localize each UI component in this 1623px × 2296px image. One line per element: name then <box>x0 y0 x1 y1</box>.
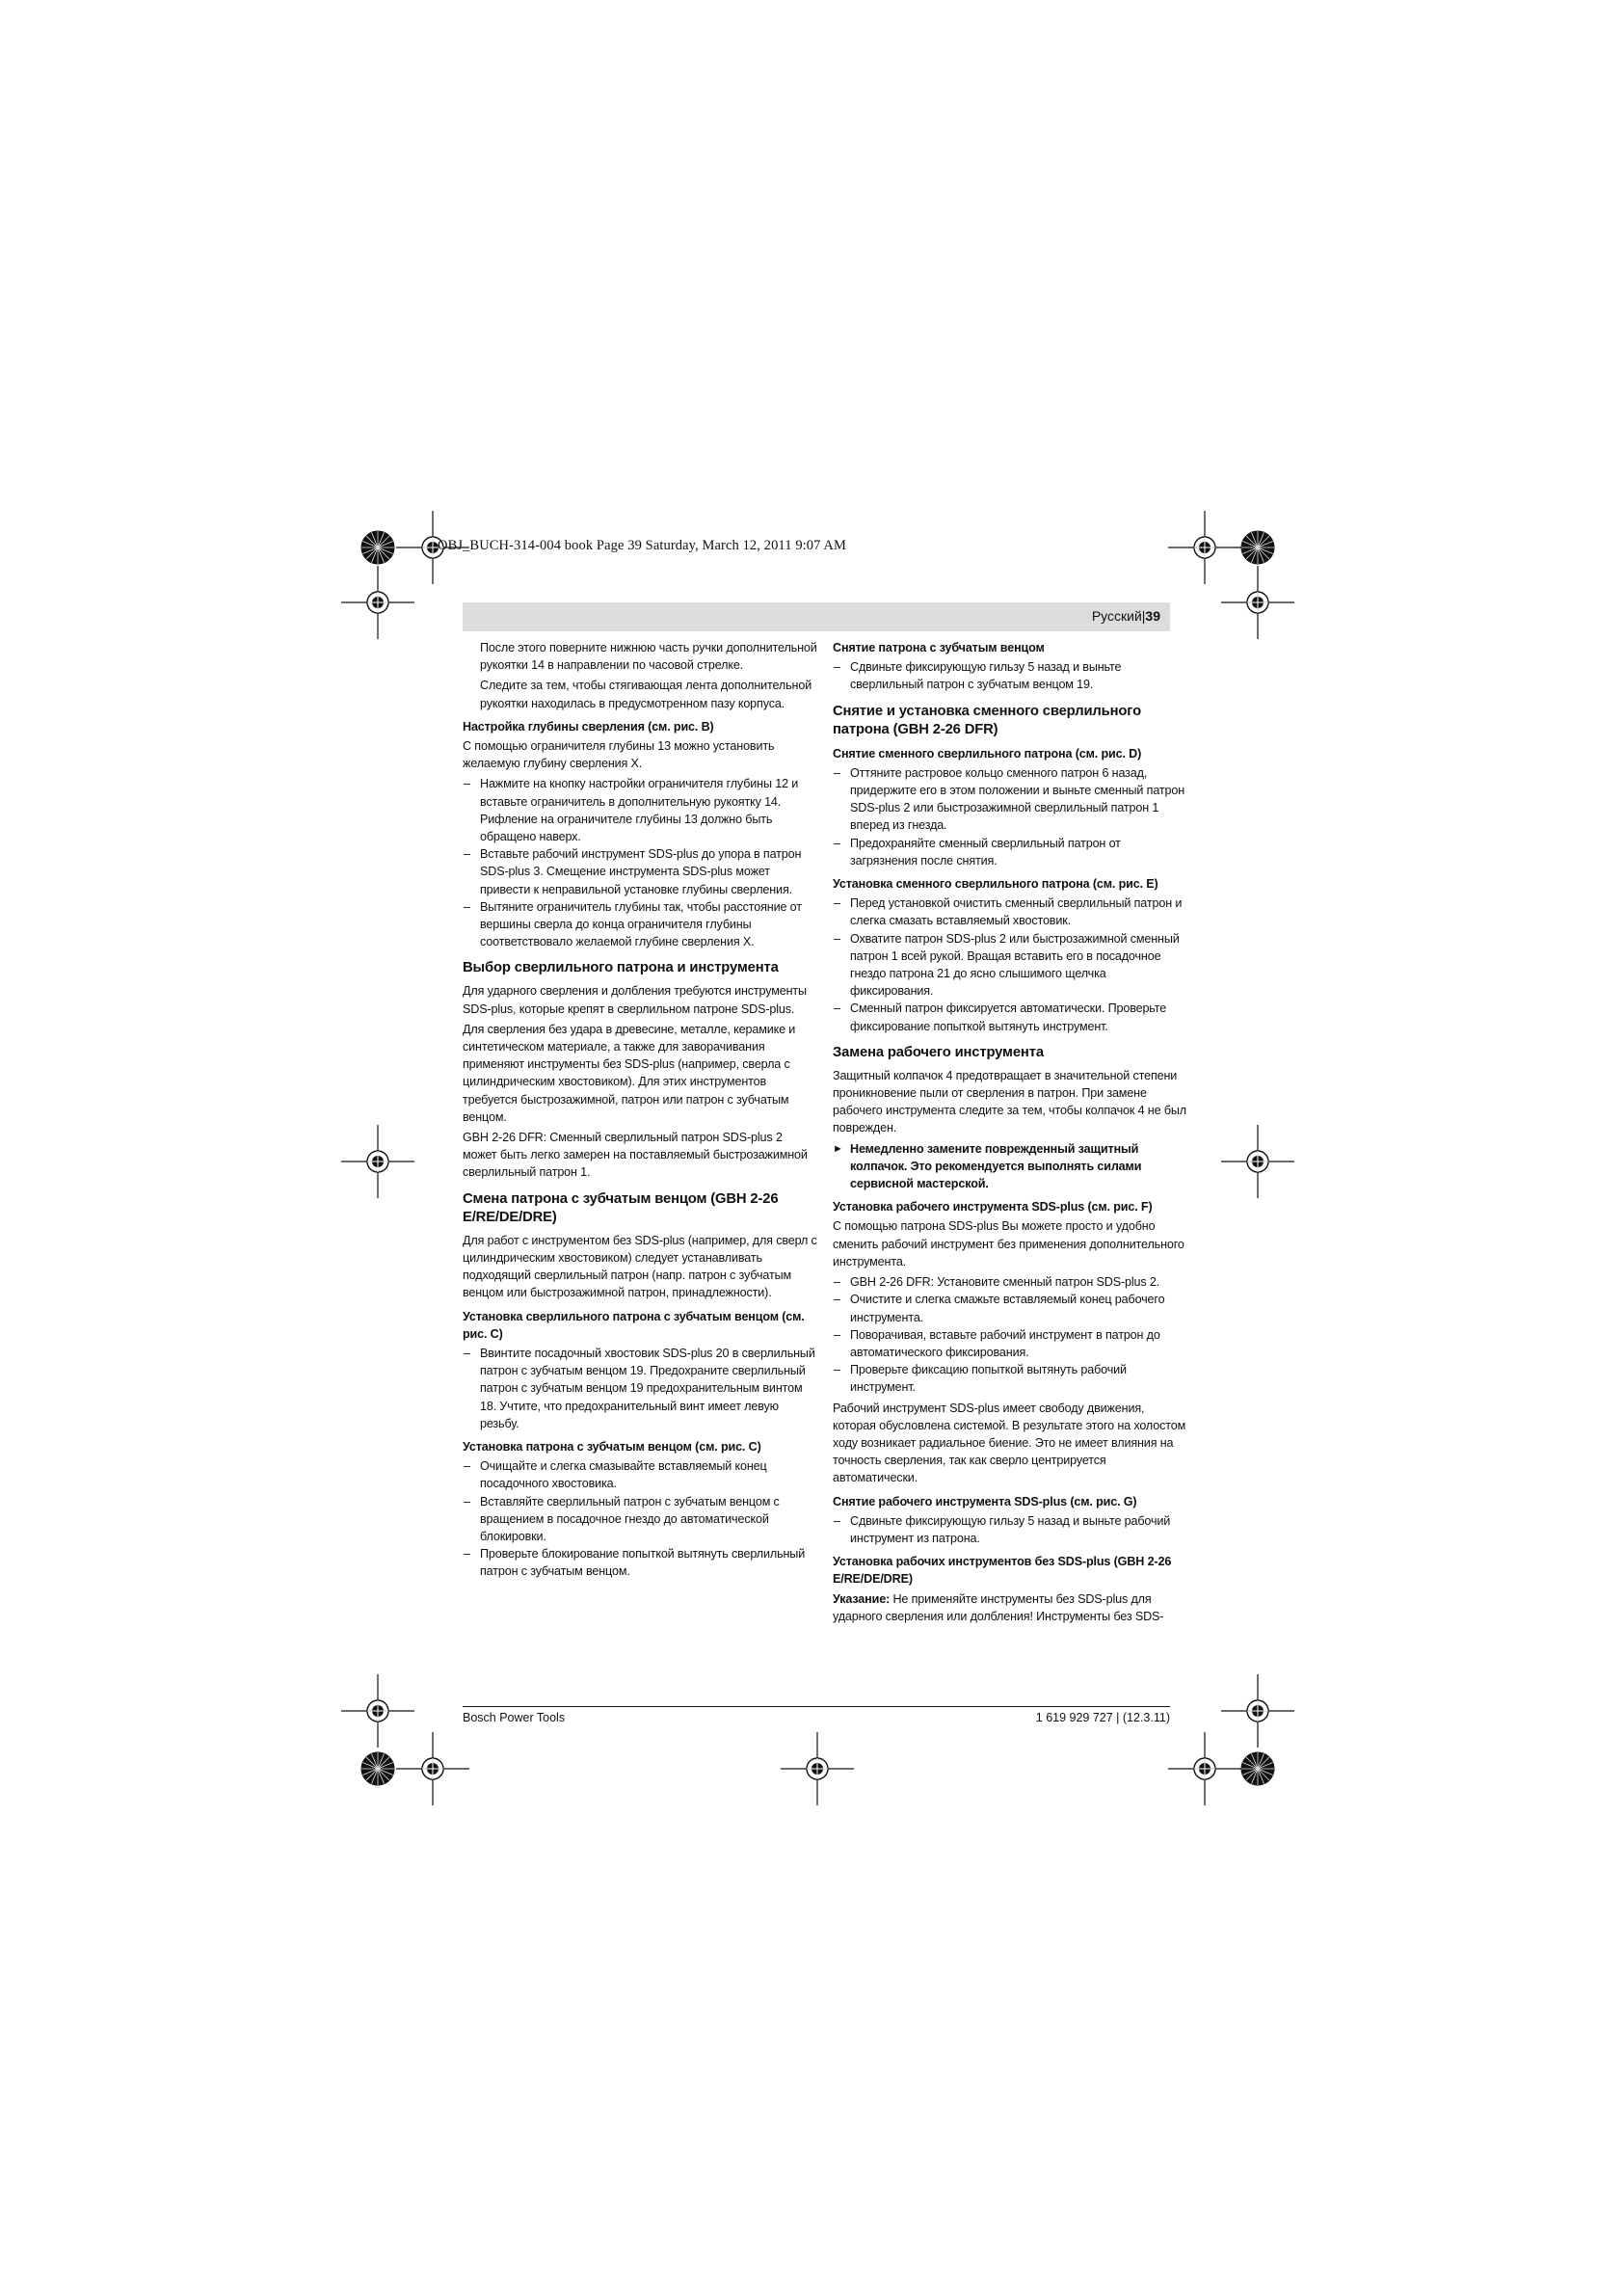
list-item: – Вставляйте сверлильный патрон с зубчатым венцом с вращением в посадочное гнездо до автоматической блокировки. <box>463 1493 819 1546</box>
list-item: – Предохраняйте сменный сверлильный патрон от загрязнения после снятия. <box>833 835 1189 869</box>
section-title: Замена рабочего инструмента <box>833 1044 1044 1060</box>
list-item: – Очищайте и слегка смазывайте вставляемый конец посадочного хвостовика. <box>463 1457 819 1492</box>
swap-remove-list <box>833 764 1189 869</box>
paragraph: С помощью патрона SDS-plus Вы можете просто и удобно сменить рабочий инструмент без применения дополнительного инструмента. <box>833 1219 1184 1268</box>
list-item: – Охватите патрон SDS-plus 2 или быстрозажимной сменный патрон 1 всей рукой. Вращая вставить его в посадочное гнездо патрона 21 до ясно слышимого щелчка фиксирования. <box>833 930 1189 1001</box>
footer-rule <box>463 1706 1170 1707</box>
section-heading: Снятие патрона с зубчатым венцом <box>833 641 1045 654</box>
page-number: 39 <box>1145 608 1160 624</box>
section-heading: Снятие сменного сверлильного патрона (см. рис. D) <box>833 746 1142 761</box>
remove-chuck-list <box>833 658 1189 693</box>
list-item: – Нажмите на кнопку настройки ограничителя глубины 12 и вставьте ограничитель в дополнительную рукоятку 14. Рифление на ограничителе глубины 13 должно быть обращено наверх. <box>463 775 819 845</box>
paragraph: Защитный колпачок 4 предотвращает в значительной степени проникновение пыли от сверления в патрон. При замене рабочего инструмента следите за тем, чтобы колпачок 4 не был поврежден. <box>833 1068 1186 1135</box>
page-header-bar <box>463 602 1170 631</box>
list-item: – Проверьте блокирование попыткой вытянуть сверлильный патрон с зубчатым венцом. <box>463 1545 819 1580</box>
list-item: – Оттяните растровое кольцо сменного патрон 6 назад, придержите его в этом положении и выньте сменный патрон SDS-plus 2 или быстрозажимной сверлильный патрон 1 вперед из гнезда. <box>833 764 1189 835</box>
header-language: Русский <box>1091 608 1142 624</box>
list-item: – Ввинтите посадочный хвостовик SDS-plus 20 в сверлильный патрон с зубчатым венцом 19. Предохраните сверлильный патрон с зубчатым венцом 19 предохранительным винтом 18. Учтите, что предохранительный винт имеет левую резьбу. <box>463 1345 819 1432</box>
list-item: – Сдвиньте фиксирующую гильзу 5 назад и выньте сверлильный патрон с зубчатым венцом 19. <box>833 658 1189 693</box>
right-column <box>833 639 1189 1628</box>
list-item: – Сдвиньте фиксирующую гильзу 5 назад и выньте рабочий инструмент из патрона. <box>833 1512 1189 1547</box>
section-title: Выбор сверлильного патрона и инструмента <box>463 960 779 976</box>
section-heading: Установка патрона с зубчатым венцом (см. рис. C) <box>463 1439 761 1454</box>
paragraph: После этого поверните нижнюю часть ручки дополнительной рукоятки 14 в направлении по часовой стрелке. <box>480 641 817 673</box>
section-title: Смена патрона с зубчатым венцом (GBH 2-26 E/RE/DE/DRE) <box>463 1190 779 1225</box>
section-heading: Установка рабочих инструментов без SDS-plus (GBH 2-26 E/RE/DE/DRE) <box>833 1555 1172 1587</box>
left-column <box>463 639 819 1584</box>
list-item: – Вытяните ограничитель глубины так, чтобы расстояние от вершины сверла до конца ограничителя глубины соответствовало желаемой глубине сверления X. <box>463 898 819 951</box>
note-label: Указание: <box>833 1591 891 1606</box>
list-item: – Очистите и слегка смажьте вставляемый конец рабочего инструмента. <box>833 1291 1189 1325</box>
paragraph: Для работ с инструментом без SDS-plus (например, для сверл с цилиндрическим хвостовиком) следует устанавливать подходящий сверлильный патрон (напр. патрон с зубчатым венцом или быстрозажимной патрон, принадлежности). <box>463 1233 817 1300</box>
depth-steps-list <box>463 775 819 950</box>
section-heading: Настройка глубины сверления (см. рис. B) <box>463 719 714 734</box>
note-text: Не применяйте инструменты без SDS-plus для ударного сверления или долбления! Инструменты без SDS- <box>833 1591 1164 1623</box>
paragraph: GBH 2-26 DFR: Сменный сверлильный патрон SDS-plus 2 может быть легко замерен на поставляемый быстрозажимной сверлильный патрон 1. <box>463 1131 808 1180</box>
list-item: – Вставьте рабочий инструмент SDS-plus до упора в патрон SDS-plus 3. Смещение инструмента SDS-plus может привести к неправильной установке глубины сверления. <box>463 845 819 898</box>
list-item: – Поворачивая, вставьте рабочий инструмент в патрон до автоматического фиксирования. <box>833 1326 1189 1361</box>
paragraph: С помощью ограничителя глубины 13 можно установить желаемую глубину сверления X. <box>463 739 775 771</box>
warning-note: ► Немедленно замените поврежденный защитный колпачок. Это рекомендуется выполнять силами сервисной мастерской. <box>833 1140 1189 1193</box>
list-item: – Проверьте фиксацию попыткой вытянуть рабочий инструмент. <box>833 1361 1189 1396</box>
section-heading: Установка сверлильного патрона с зубчатым венцом (см. рис. C) <box>463 1309 805 1341</box>
footer-code: 1 619 929 727 | (12.3.11) <box>1035 1711 1170 1724</box>
list-item: – Сменный патрон фиксируется автоматически. Проверьте фиксирование попыткой вытянуть инструмент. <box>833 1000 1189 1034</box>
section-heading: Установка рабочего инструмента SDS-plus (см. рис. F) <box>833 1200 1153 1215</box>
list-item: – Перед установкой очистить сменный сверлильный патрон и слегка смазать вставляемый хвостовик. <box>833 894 1189 929</box>
bottom-marks <box>341 1674 1294 1805</box>
note-paragraph <box>833 1590 1189 1625</box>
paragraph: Следите за тем, чтобы стягивающая лента дополнительной рукоятки находилась в предусмотренном пазу корпуса. <box>480 679 812 710</box>
sds-install-list <box>833 1273 1189 1396</box>
section-heading: Установка сменного сверлильного патрона (см. рис. E) <box>833 877 1158 892</box>
sds-remove-list <box>833 1512 1189 1547</box>
swap-install-list <box>833 894 1189 1035</box>
paragraph: Для сверления без удара в древесине, металле, керамике и синтетическом материале, а также для заворачивания применяют инструменты без SDS-plus (например, сверла с цилиндрическим хвостовиком). Для этих инструментов требуется быстрозажимной, патрон или патрон с зубчатым венцом. <box>463 1022 796 1124</box>
install-chuck-list <box>463 1457 819 1580</box>
footer-brand: Bosch Power Tools <box>463 1711 566 1724</box>
paragraph: Рабочий инструмент SDS-plus имеет свободу движения, которая обусловлена системой. В результате этого на холостом ходу возникает радиальное биение. Это не имеет влияния на точность сверления, так как сверло центрируется автоматически. <box>833 1401 1186 1485</box>
page-header <box>1092 608 1160 624</box>
paragraph: Для ударного сверления и долбления требуются инструменты SDS-plus, которые крепят в сверлильном патроне SDS-plus. <box>463 984 807 1016</box>
section-title: Снятие и установка сменного сверлильного патрона (GBH 2-26 DFR) <box>833 703 1141 737</box>
print-slug: OBJ_BUCH-314-004 book Page 39 Saturday, March 12, 2011 9:07 AM <box>438 538 846 553</box>
section-heading: Снятие рабочего инструмента SDS-plus (см. рис. G) <box>833 1494 1137 1508</box>
header-separator: | <box>1141 608 1146 624</box>
list-item: – GBH 2-26 DFR: Установите сменный патрон SDS-plus 2. <box>833 1273 1189 1291</box>
mount-chuck-list <box>463 1345 819 1432</box>
